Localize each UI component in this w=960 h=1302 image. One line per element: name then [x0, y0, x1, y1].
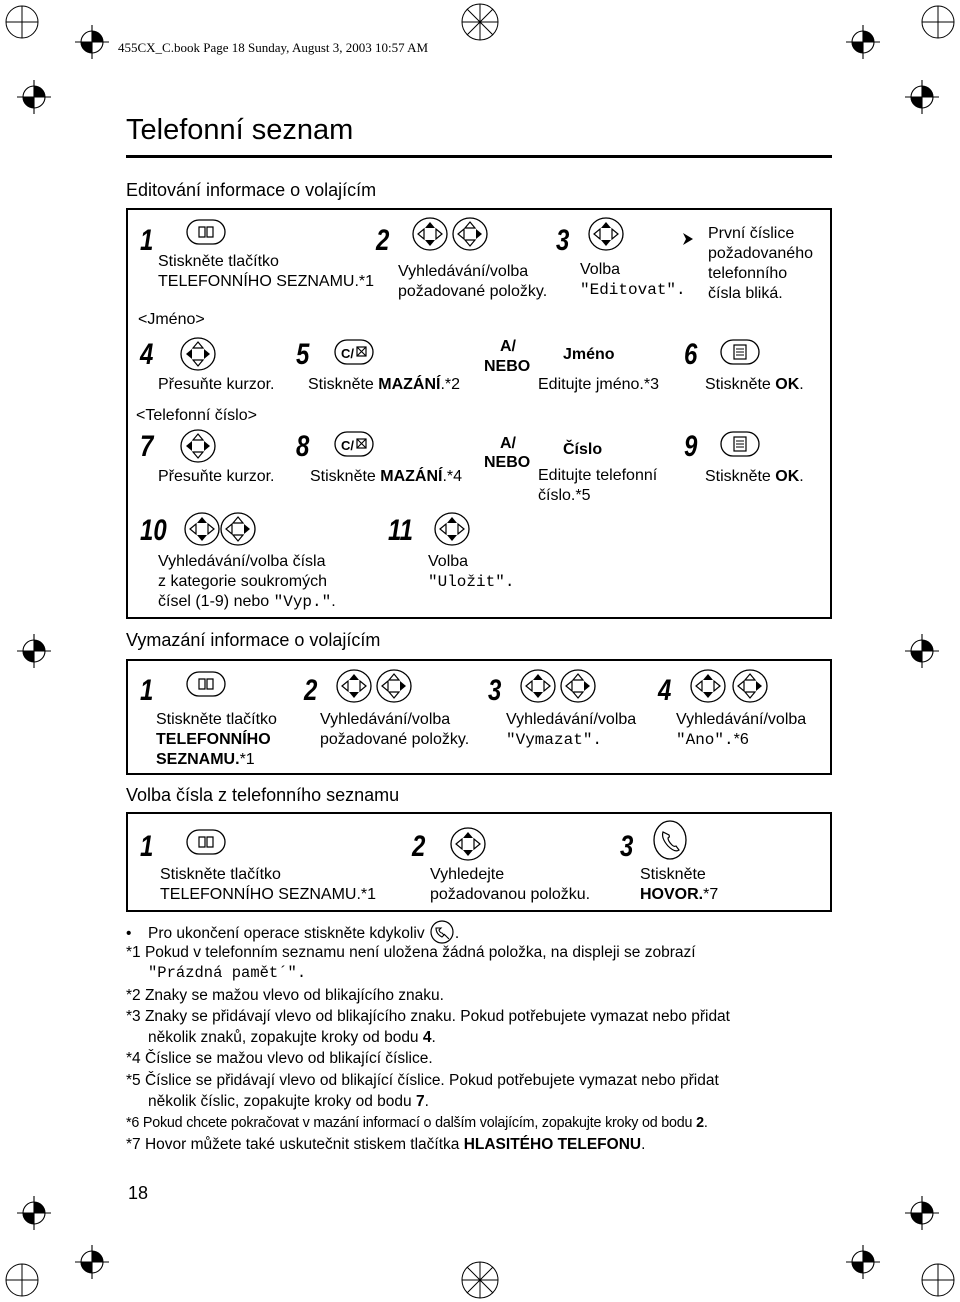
step-text: "Editovat". [580, 281, 686, 299]
step-number: 3 [488, 674, 502, 707]
clear-button-icon [334, 336, 374, 368]
phonebook-button-icon [186, 216, 226, 248]
step-text: Stiskněte MAZÁNÍ.*4 [310, 468, 463, 485]
key-label: Jméno [563, 346, 615, 363]
navigator-up-down-icon [434, 511, 470, 547]
navigator-right-icon [560, 668, 596, 704]
step-number: 2 [304, 674, 318, 707]
clear-button-icon [334, 428, 374, 460]
footnote: *1 Pokud v telefonním seznamu není uložena žádná položka, na displeji se zobrazí [126, 944, 696, 961]
footnote: *3 Znaky se přidávají vlevo od blikajícího znaku. Pokud potřebujete vymazat nebo přidat [126, 1008, 730, 1025]
step-text: TELEFONNÍHO SEZNAMU.*1 [160, 886, 377, 903]
title-rule [126, 155, 832, 158]
field-label-number: <Telefonní číslo> [136, 407, 257, 424]
footnote: *4 Číslice se mažou vlevo od blikající číslice. [126, 1050, 433, 1067]
crop-mark-icon [75, 1245, 109, 1279]
footnote: "Prázdná pamět´". [148, 964, 307, 982]
print-header: 455CX_C.book Page 18 Sunday, August 3, 2003 10:57 AM [118, 40, 429, 55]
step-text: TELEFONNÍHO [156, 731, 271, 748]
navigator-up-down-icon [450, 826, 486, 862]
step-text: Stiskněte tlačítko [158, 253, 279, 270]
navigator-right-icon [452, 216, 488, 252]
step-text: čísel (1-9) nebo "Vyp.". [158, 593, 336, 611]
step-text: Editujte telefonní [538, 467, 658, 484]
step-text: Stiskněte tlačítko [160, 866, 281, 883]
step-number: 1 [140, 674, 154, 707]
page-title: Telefonní seznam [126, 114, 354, 146]
step-number: 4 [140, 338, 154, 371]
note-text: čísla bliká. [708, 285, 783, 302]
step-text: Vyhledejte [430, 866, 505, 883]
or-text: NEBO [484, 358, 531, 375]
step-text: Stiskněte [640, 866, 706, 883]
crop-mark-icon [17, 634, 51, 668]
step-number: 1 [140, 830, 154, 863]
step-text: Vyhledávání/volba [676, 711, 807, 728]
step-text: Stiskněte tlačítko [156, 711, 277, 728]
crop-mark-icon [905, 634, 939, 668]
step-number: 5 [296, 338, 310, 371]
step-number: 10 [140, 514, 167, 547]
crop-mark-icon [846, 25, 880, 59]
step-number: 6 [684, 338, 698, 371]
step-text: Volba [580, 261, 621, 278]
key-label: Číslo [563, 441, 603, 458]
navigator-up-down-icon [690, 668, 726, 704]
starburst-icon [462, 4, 498, 40]
step-number: 2 [376, 224, 390, 257]
footnote: *7 Hovor můžete také uskutečnit stiskem tlačítka HLASITÉHO TELEFONU. [126, 1136, 646, 1153]
starburst-icon [6, 1264, 38, 1296]
step-text: požadované položky. [320, 731, 470, 748]
footnote: *2 Znaky se mažou vlevo od blikajícího znaku. [126, 987, 444, 1004]
menu-ok-button-icon [720, 336, 760, 368]
crop-mark-icon [17, 80, 51, 114]
crop-mark-icon [905, 1196, 939, 1230]
phonebook-button-icon [186, 826, 226, 858]
crop-mark-icon [905, 80, 939, 114]
step-text: Stiskněte MAZÁNÍ.*2 [308, 376, 461, 393]
dial-heading: Volba čísla z telefonního seznamu [126, 785, 400, 805]
starburst-icon [922, 1264, 954, 1296]
step-text: z kategorie soukromých [158, 573, 327, 590]
step-number: 3 [556, 224, 570, 257]
step-text: Stiskněte OK. [705, 468, 804, 485]
bullet-note: • Pro ukončení operace stiskněte kdykoliv . [126, 920, 459, 944]
navigator-up-down-icon [336, 668, 372, 704]
note-text: požadovaného [708, 245, 813, 262]
note-text: První číslice [708, 225, 795, 242]
step-text: "Uložit". [428, 573, 515, 591]
step-number: 3 [620, 830, 634, 863]
step-number: 11 [388, 514, 413, 547]
page-number: 18 [128, 1183, 149, 1203]
step-text: "Vymazat". [506, 731, 603, 749]
step-text: požadované položky. [398, 283, 548, 300]
step-text: HOVOR.*7 [640, 886, 719, 903]
or-text: NEBO [484, 454, 531, 471]
navigator-up-down-icon [520, 668, 556, 704]
footnote: *6 Pokud chcete pokračovat v mazání informací o dalším volajícím, zopakujte kroky od bodu 2. [126, 1115, 708, 1131]
navigator-left-right-icon [180, 428, 216, 464]
footnote: několik znaků, zopakujte kroky od bodu 4. [148, 1029, 436, 1046]
step-text: Editujte jméno.*3 [538, 376, 659, 393]
navigator-up-down-icon [184, 511, 220, 547]
step-number: 2 [412, 830, 426, 863]
footnote: několik číslic, zopakujte kroky od bodu 7. [148, 1093, 429, 1110]
menu-ok-button-icon [720, 428, 760, 460]
navigator-right-icon [220, 511, 256, 547]
step-text: Vyhledávání/volba [398, 263, 529, 280]
step-text: TELEFONNÍHO SEZNAMU.*1 [158, 273, 375, 290]
step-number: 1 [140, 224, 154, 257]
navigator-left-right-icon [180, 336, 216, 372]
step-text: SEZNAMU.*1 [156, 751, 255, 768]
phonebook-button-icon [186, 668, 226, 700]
step-text: Přesuňte kurzor. [158, 468, 275, 485]
navigator-right-icon [376, 668, 412, 704]
step-text: Vyhledávání/volba čísla [158, 553, 326, 570]
crop-mark-icon [75, 25, 109, 59]
navigator-right-icon [732, 668, 768, 704]
step-text: požadovanou položku. [430, 886, 591, 903]
talk-button-icon [652, 820, 688, 860]
step-text: Volba [428, 553, 469, 570]
navigator-up-down-icon [412, 216, 448, 252]
step-number: 4 [658, 674, 672, 707]
arrow-icon [682, 232, 694, 246]
step-text: Vyhledávání/volba [320, 711, 451, 728]
starburst-icon [922, 6, 954, 38]
end-call-button-icon [429, 920, 455, 944]
crop-mark-icon [17, 1196, 51, 1230]
delete-heading: Vymazání informace o volajícím [126, 630, 381, 650]
or-text: A/ [500, 338, 516, 355]
step-text: Vyhledávání/volba [506, 711, 637, 728]
step-text: Stiskněte OK. [705, 376, 804, 393]
step-text: "Ano".*6 [676, 731, 749, 749]
footnote: *5 Číslice se přidávají vlevo od blikající číslice. Pokud potřebujete vymazat nebo přidat [126, 1072, 719, 1089]
step-number: 8 [296, 430, 310, 463]
starburst-icon [462, 1262, 498, 1298]
step-number: 9 [684, 430, 698, 463]
note-text: telefonního [708, 265, 788, 282]
step-number: 7 [140, 430, 154, 463]
navigator-up-down-icon [588, 216, 624, 252]
or-text: A/ [500, 435, 516, 452]
step-text: Přesuňte kurzor. [158, 376, 275, 393]
step-text: číslo.*5 [538, 487, 591, 504]
crop-mark-icon [846, 1245, 880, 1279]
starburst-icon [6, 6, 38, 38]
edit-heading: Editování informace o volajícím [126, 180, 377, 200]
field-label-name: <Jméno> [138, 311, 205, 328]
